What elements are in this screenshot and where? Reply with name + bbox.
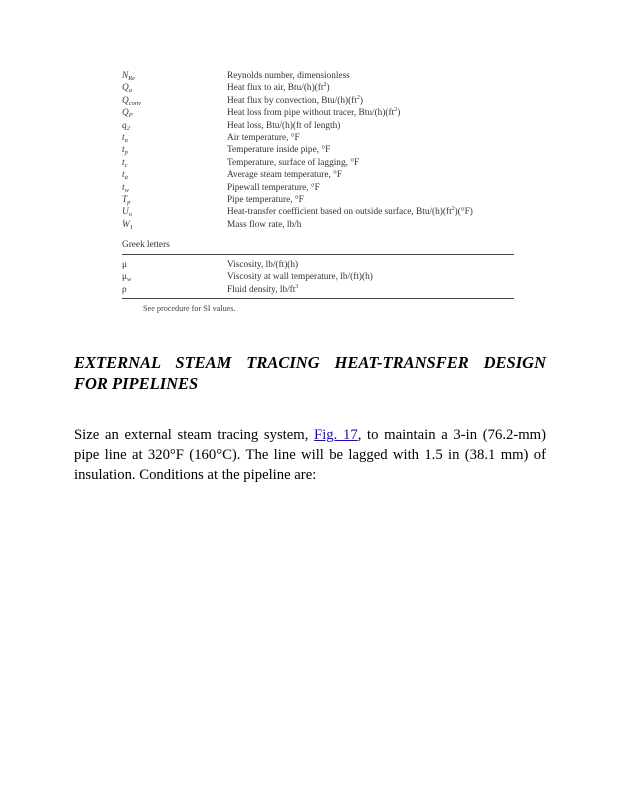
symbol: $Q_a$	[122, 83, 132, 95]
nomenclature-row	[122, 70, 514, 82]
nomenclature-row	[122, 120, 514, 132]
definition: Reynolds number, dimensionless	[227, 71, 350, 81]
definition: Pipewall temperature, °F	[227, 182, 320, 193]
definition: Heat flux to air, Btu/$(h)(ft^2)$	[227, 82, 330, 94]
nomenclature-row	[122, 82, 514, 94]
heading-line-1: EXTERNAL STEAM TRACING HEAT-TRANSFER DESIGN	[74, 353, 546, 372]
fig-17-link[interactable]: Fig. 17	[314, 427, 358, 443]
definition: Viscosity at wall temperature, lb/(ft)(h)	[227, 272, 373, 283]
definition: Viscosity, lb/(ft)(h)	[227, 260, 299, 271]
definition: Temperature, surface of lagging, °F	[227, 157, 360, 168]
nomenclature-row	[122, 206, 514, 218]
paragraph-line-1	[74, 425, 546, 445]
greek-rows	[122, 259, 514, 296]
nomenclature-row	[122, 144, 514, 156]
definition: Pipe temperature, °F	[227, 194, 304, 205]
symbol: $Q_{conv}$	[122, 95, 141, 107]
definition: Heat loss, Btu/(h)(ft of length)	[227, 120, 341, 131]
section-heading	[74, 352, 546, 394]
table-rule-bottom	[122, 298, 514, 299]
nomenclature-row	[122, 132, 514, 144]
definition: Heat loss from pipe without tracer, Btu/$(h)(ft^2)$	[227, 107, 401, 119]
symbol: $t_a$	[122, 132, 128, 144]
symbol: $W_1$	[122, 219, 133, 231]
definition: Mass flow rate, lb/h	[227, 219, 302, 230]
symbol: $U_o$	[122, 207, 132, 219]
symbol: $t_a$	[122, 170, 128, 182]
table-rule	[122, 254, 514, 255]
paragraph-text: Size an external steam tracing system,	[74, 427, 315, 443]
definition: Air temperature, °F	[227, 132, 300, 143]
paragraph-text: , to maintain a 3-in (76.2-mm)	[357, 427, 546, 443]
definition: Heat-transfer coefficient based on outside surface, Btu/$(h)(ft^2)(^\circ F)$	[227, 206, 473, 218]
nomenclature-row	[122, 157, 514, 169]
nomenclature-row	[122, 107, 514, 119]
nomenclature-rows	[122, 70, 514, 231]
definition: Average steam temperature, °F	[227, 170, 343, 181]
symbol: $Q_P$	[122, 108, 133, 120]
symbol: μ	[122, 260, 127, 271]
nomenclature-table	[122, 70, 514, 313]
nomenclature-row	[122, 271, 514, 283]
heading-line-2: FOR PIPELINES	[74, 374, 199, 393]
symbol: $t_p$	[122, 145, 128, 157]
symbol: $q_2$	[122, 120, 130, 132]
symbol: $t_c$	[122, 157, 128, 169]
nomenclature-row	[122, 219, 514, 231]
nomenclature-row	[122, 182, 514, 194]
symbol: $\mu_w$	[122, 272, 132, 284]
symbol: $T_p$	[122, 194, 131, 206]
definition: Heat flux by convection, Btu/$(h)(ft^2)$	[227, 94, 363, 106]
nomenclature-row	[122, 284, 514, 296]
nomenclature-row	[122, 169, 514, 181]
nomenclature-row	[122, 259, 514, 271]
definition: Temperature inside pipe, °F	[227, 145, 331, 156]
greek-letters-heading: Greek letters	[122, 240, 170, 251]
symbol: $N_{Re}$	[122, 71, 136, 82]
nomenclature-row	[122, 95, 514, 107]
body-paragraph	[74, 425, 546, 485]
table-note: See procedure for SI values.	[143, 304, 236, 314]
symbol: $t_w$	[122, 182, 129, 194]
definition: Fluid density, $lb/ft^3$	[227, 283, 299, 295]
nomenclature-row	[122, 194, 514, 206]
paragraph-line-3: insulation. Conditions at the pipeline are:	[74, 467, 317, 483]
paragraph-line-2: pipe line at 320°F (160°C). The line will be lagged with 1.5 in (38.1 mm) of	[74, 447, 546, 463]
symbol: ρ	[122, 284, 127, 295]
